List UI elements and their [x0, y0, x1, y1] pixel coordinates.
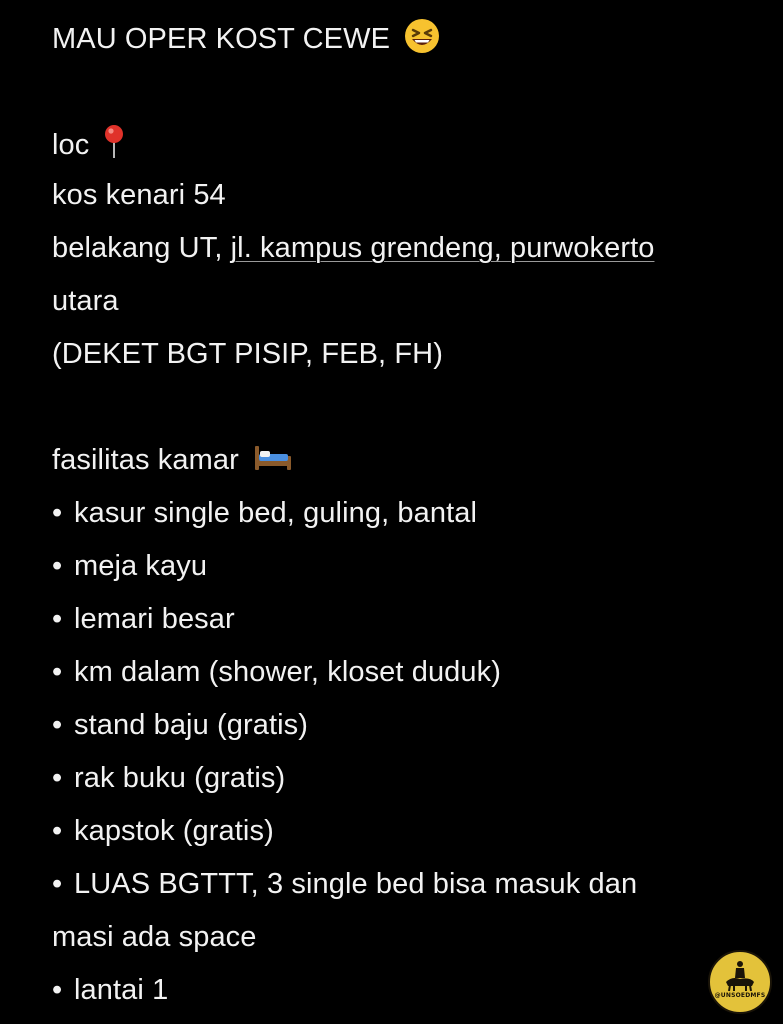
- facilities-heading: [52, 442, 293, 481]
- watermark-text: @UNSOEDMFS: [714, 992, 766, 999]
- address-prefix: belakang UT,: [52, 232, 231, 264]
- horse-rider-icon: [710, 952, 770, 1012]
- note-title-text: MAU OPER KOST CEWE: [52, 23, 391, 56]
- location-heading-text: loc: [52, 129, 90, 162]
- list-item: [52, 972, 168, 1008]
- list-item: [52, 654, 501, 690]
- list-item-text: lantai 1: [74, 974, 169, 1006]
- bullet: •: [52, 497, 63, 529]
- bullet: •: [52, 762, 63, 794]
- list-item: [52, 548, 207, 584]
- list-item-text: kasur single bed, guling, bantal: [74, 497, 478, 529]
- list-item: [52, 495, 477, 531]
- bullet: •: [52, 550, 63, 582]
- bed-icon: [253, 442, 293, 481]
- address-link[interactable]: jl. kampus grendeng, purwokerto: [230, 232, 655, 264]
- location-address-cont: utara: [52, 285, 119, 317]
- location-heading: [52, 124, 128, 169]
- list-item-text: stand baju (gratis): [74, 709, 309, 741]
- list-item-text: lemari besar: [74, 603, 235, 635]
- bullet: •: [52, 709, 63, 741]
- grinning-squinting-face-icon: [404, 18, 440, 63]
- list-item: [52, 760, 285, 796]
- facilities-heading-text: fasilitas kamar: [52, 444, 239, 477]
- list-item: [52, 813, 274, 849]
- location-name: kos kenari 54: [52, 179, 226, 211]
- list-item: [52, 866, 637, 902]
- bullet: •: [52, 815, 63, 847]
- bullet: •: [52, 974, 63, 1006]
- list-item-text: meja kayu: [74, 550, 208, 582]
- list-item-text: LUAS BGTTT, 3 single bed bisa masuk dan: [74, 868, 638, 900]
- bullet: •: [52, 868, 63, 900]
- list-item: [52, 601, 235, 637]
- list-item: [52, 707, 308, 743]
- list-item-text: km dalam (shower, kloset duduk): [74, 656, 501, 688]
- location-address: [52, 230, 654, 266]
- bullet: •: [52, 603, 63, 635]
- bullet: •: [52, 656, 63, 688]
- note-title: [52, 18, 440, 63]
- round-pushpin-icon: [100, 124, 128, 169]
- watermark-logo: [708, 950, 772, 1014]
- list-item-continuation: masi ada space: [52, 921, 257, 953]
- list-item-text: kapstok (gratis): [74, 815, 274, 847]
- location-note: (DEKET BGT PISIP, FEB, FH): [52, 338, 443, 370]
- list-item-text: rak buku (gratis): [74, 762, 286, 794]
